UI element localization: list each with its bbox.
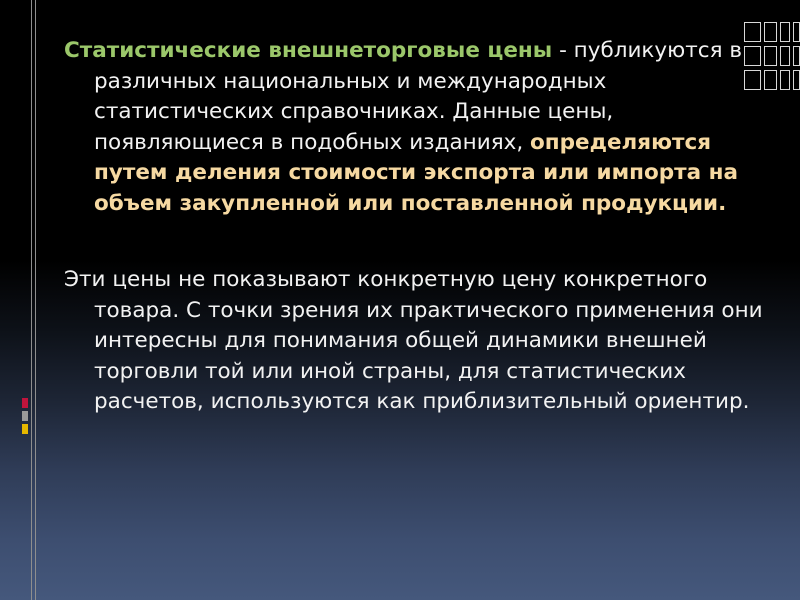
decor-square — [793, 22, 800, 42]
paragraph-usage: Эти цены не показывают конкретную цену конкретного товара. С точки зрения их практического применения они интересны для понимания общей динамики внешней торговли той или иной страны, для статистических расчетов, используются как приблизительный ориентир. — [64, 267, 763, 414]
decor-square — [780, 70, 790, 90]
slide-content — [64, 36, 764, 418]
marker-gray — [22, 411, 28, 421]
decor-square — [793, 70, 800, 90]
paragraph-statistical-prices — [64, 36, 764, 219]
decor-square — [764, 46, 777, 66]
decor-square — [764, 22, 777, 42]
decor-square — [793, 46, 800, 66]
term-statistical-prices: Статистические внешнеторговые цены — [64, 38, 553, 63]
decor-square — [764, 70, 777, 90]
marker-yellow — [22, 424, 28, 434]
left-rule-line — [35, 0, 36, 600]
paragraph-intro-text: - публикуются в различных национальных и международных статистических справочниках. Данные цены, появляющиеся в подобных изданиях, — [94, 38, 743, 155]
left-rule-line — [31, 0, 32, 600]
marker-red — [22, 398, 28, 408]
decor-square — [780, 46, 790, 66]
decor-square — [780, 22, 790, 42]
left-color-markers — [22, 398, 28, 437]
left-decorative-strip — [0, 0, 40, 600]
highlight-definition: определяются путем деления стоимости экспорта или импорта на объем закупленной или поставленной продукции. — [94, 129, 738, 216]
